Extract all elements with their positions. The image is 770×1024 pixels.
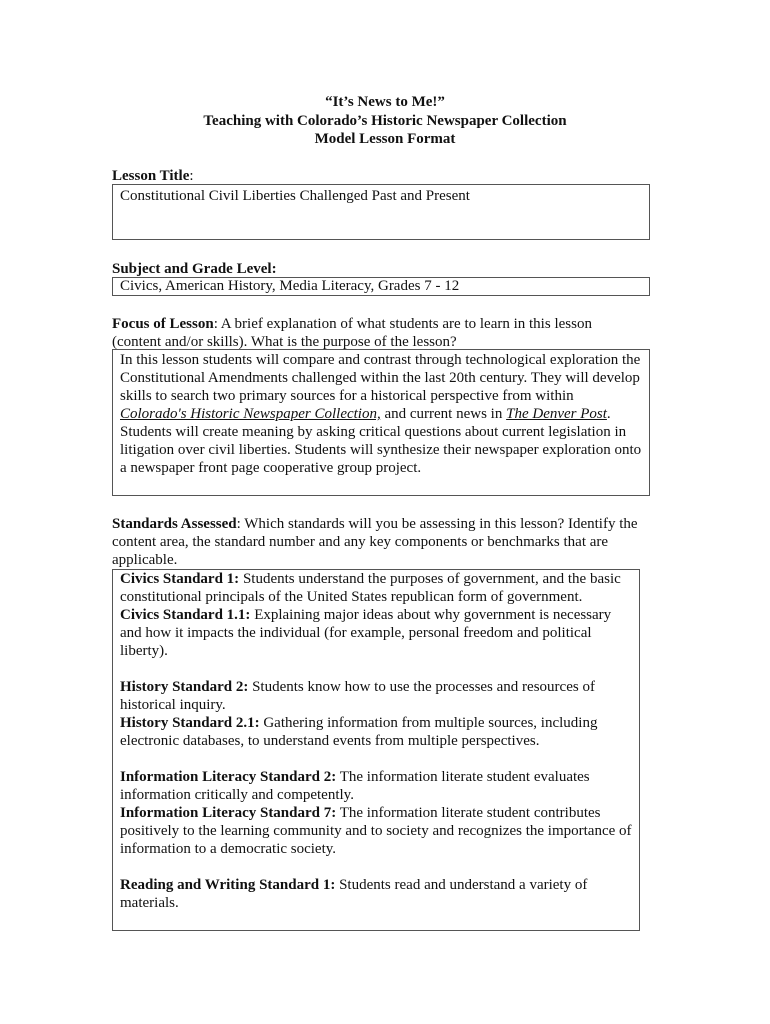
standard-text: Students know how to use the processes and resources of historical inquiry. xyxy=(120,679,595,713)
document-header xyxy=(0,93,770,149)
standard-name: Reading and Writing Standard 1: xyxy=(120,877,336,893)
focus-prompt-line2: (content and/or skills). What is the purpose of the lesson? xyxy=(112,334,457,350)
standard-text: The information literate student evaluates information critically and competently. xyxy=(120,769,590,803)
standards-prompt-text: : Which standards will you be assessing in this lesson? Identify the content area, the standard number and any key components or benchmarks that are applicable. xyxy=(112,516,638,568)
standards-label: Standards Assessed xyxy=(112,516,237,532)
focus-prompt xyxy=(112,315,652,351)
standard-name: Civics Standard 1: xyxy=(120,571,240,587)
focus-field[interactable] xyxy=(112,349,650,496)
standard-item xyxy=(120,570,632,606)
lesson-title-label-row xyxy=(112,167,194,185)
standard-text: Students read and understand a variety of materials. xyxy=(120,877,588,911)
focus-body xyxy=(120,351,642,477)
header-title: “It’s News to Me!” xyxy=(325,94,445,110)
subject-label: Subject and Grade Level: xyxy=(112,261,277,277)
standard-name: History Standard 2.1: xyxy=(120,715,260,731)
standard-text: Explaining major ideas about why government is necessary and how it impacts the individual (for example, personal freedom and political liberty). xyxy=(120,607,612,659)
lesson-title-field[interactable] xyxy=(112,184,650,240)
standard-name: Information Literacy Standard 7: xyxy=(120,805,337,821)
standard-item xyxy=(120,606,632,660)
lesson-title-value: Constitutional Civil Liberties Challenged Past and Present xyxy=(120,188,470,204)
subject-label-row xyxy=(112,260,277,278)
subject-value: Civics, American History, Media Literacy, Grades 7 - 12 xyxy=(120,278,460,294)
standard-text: Students understand the purposes of government, and the basic constitutional principals of the United States republican form of government. xyxy=(120,571,621,605)
focus-body-part2: and current news in xyxy=(380,406,507,422)
lesson-title-colon: : xyxy=(189,168,194,184)
standard-item xyxy=(120,714,632,750)
standard-name: History Standard 2: xyxy=(120,679,249,695)
standard-text: The information literate student contributes positively to the learning community and to society and recognizes the importance of information to a democratic society. xyxy=(120,805,632,857)
focus-body-part3: . Students will create meaning by asking critical questions about current legislation in litigation over civil liberties. Students will synthesize their newspaper exploration onto a newspaper front page cooperative group project. xyxy=(120,406,642,476)
standard-item xyxy=(120,876,632,912)
standard-text: Gathering information from multiple sources, including electronic databases, to understand events from multiple perspectives. xyxy=(120,715,598,749)
focus-source-denver-post: The Denver Post xyxy=(506,406,607,422)
standards-prompt xyxy=(112,515,657,569)
lesson-title-label: Lesson Title xyxy=(112,168,190,184)
standard-name: Civics Standard 1.1: xyxy=(120,607,251,623)
focus-label: Focus of Lesson xyxy=(112,316,214,332)
standard-item xyxy=(120,678,632,714)
focus-prompt-line1: : A brief explanation of what students are to learn in this lesson xyxy=(213,316,592,332)
subject-field[interactable] xyxy=(112,277,650,296)
standard-name: Information Literacy Standard 2: xyxy=(120,769,337,785)
header-subtitle: Teaching with Colorado’s Historic Newspaper Collection xyxy=(203,112,567,129)
standard-item xyxy=(120,804,632,858)
standard-item xyxy=(120,768,632,804)
header-format-name: Model Lesson Format xyxy=(314,131,456,147)
focus-source-colorado-newspapers: Colorado's Historic Newspaper Collection, xyxy=(120,406,381,422)
focus-body-part1: In this lesson students will compare and contrast through technological exploration the Constitutional Amendments challenged within the last 20th century. They will develop skills to search two primary sources for a historical perspective from within xyxy=(120,352,641,404)
standards-field[interactable] xyxy=(112,569,640,931)
